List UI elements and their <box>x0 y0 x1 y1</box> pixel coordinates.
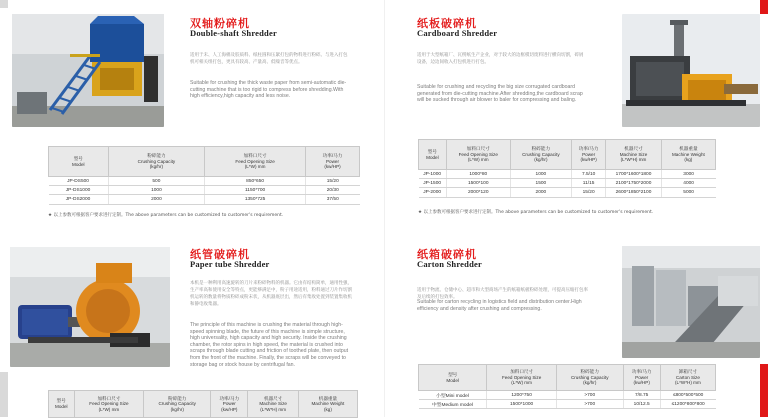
table-cell: JP-1500 <box>419 179 447 188</box>
table-cell: 7.5/10 <box>572 170 606 179</box>
cardboard-note: ★ 以上参数可根据客户要求进行定制。The above parameters can be customized to customer's requirement. <box>418 210 654 215</box>
column-header-unit: (kw/HP) <box>221 406 238 412</box>
column-header-en: Model <box>55 404 68 409</box>
table-cell: ≤800*500*500 <box>660 391 715 400</box>
column-header-cn: 加料口尺寸 <box>243 153 267 159</box>
column-header <box>298 391 357 418</box>
carton-spec-table <box>418 364 716 409</box>
table-cell: 37/50 <box>306 195 360 204</box>
column-header-cn: 机器尺寸 <box>263 395 283 401</box>
table-cell: JP-1000 <box>419 170 447 179</box>
table-row <box>419 170 716 179</box>
table-cell: 5000 <box>661 188 715 197</box>
paper-tube-title-en: Paper tube Shredder <box>190 259 270 269</box>
table-cell: 3000 <box>661 170 715 179</box>
cardboard-spec-table <box>418 139 716 198</box>
table-row <box>49 186 360 195</box>
column-header-cn: 型号 <box>56 398 66 404</box>
table-cell: 1000 <box>108 186 205 195</box>
column-header-cn: 功率/马力 <box>322 153 343 159</box>
carton-desc-cn: 适用于物流、仓储中心、超市和大型商场产生的纸箱纸板粉碎处理，可提高压缩打包率及后续的打包效率。 <box>417 288 588 300</box>
column-header-unit: (kw/HP) <box>580 157 597 163</box>
double-shaft-title-en: Double-shaft Shredder <box>190 28 277 38</box>
column-header-cn: 加料口尺寸 <box>97 395 121 401</box>
table-cell: 10/12.5 <box>623 400 660 409</box>
column-header-en: Feed Opening Size <box>501 374 542 380</box>
table-cell: 小型Mini model <box>419 391 487 400</box>
table-header-row <box>419 140 716 170</box>
table-cell: 2000*120 <box>446 188 510 197</box>
column-header-en: Machine Size <box>259 401 287 407</box>
column-header <box>446 140 510 170</box>
cardboard-title-en: Cardboard Shredder <box>417 28 498 38</box>
table-cell: >700 <box>556 400 623 409</box>
table-cell: 7/8.75 <box>623 391 660 400</box>
table-header-row <box>49 147 360 177</box>
table-row <box>419 188 716 197</box>
column-header-en: Feed Opening Size <box>89 401 129 407</box>
column-header-unit: (kg) <box>684 157 693 163</box>
table-cell: 15/20 <box>572 188 606 197</box>
cardboard-title-cn: 纸板破碎机 <box>417 17 477 30</box>
column-header <box>211 391 248 418</box>
column-header-unit: (L*W*H) mm <box>260 406 287 412</box>
column-header-cn: 功率/马力 <box>631 369 652 375</box>
double-shaft-desc-en: Suitable for crushing the thick waste paper from semi-automatic die-cutting machine that is too rigid to compress before shredding.With high efficiency,high capacity and less noise. <box>190 80 347 100</box>
double-shaft-note: ★ 以上参数可根据客户要求进行定制。The above parameters can be customized to customer's requirement. <box>48 213 284 218</box>
column-header <box>660 365 715 391</box>
table-cell: 中型Medium model <box>419 400 487 409</box>
table-cell: 2000 <box>108 195 205 204</box>
carton-desc-en: Suitable for carton recycling in logistics field and distribution center.High efficiency and density after crushing and compressing. <box>417 299 582 312</box>
column-header-en: Power <box>325 158 340 164</box>
carton-title-en: Carton Shredder <box>417 259 482 269</box>
column-header-unit: (kg/hr) <box>149 164 164 170</box>
column-header <box>108 147 205 177</box>
column-header-en: Machine Size <box>619 151 648 157</box>
column-header-en: Crushing Capacity <box>137 158 176 164</box>
column-header-unit: (L*W) mm <box>244 164 266 170</box>
column-header-cn: 加料口尺寸 <box>510 369 534 375</box>
table-cell: JP-DS1000 <box>49 186 109 195</box>
column-header-en: Power <box>635 374 649 380</box>
table-cell: 1150*700 <box>205 186 306 195</box>
column-header-unit: (kw/HP) <box>324 164 341 170</box>
column-header <box>49 147 109 177</box>
paper-tube-shredder-photo <box>10 247 170 367</box>
grey-corner-tab <box>0 0 8 8</box>
table-cell: 2100*1750*2000 <box>606 179 662 188</box>
column-header-en: Power <box>222 401 236 407</box>
column-header-cn: 功率/马力 <box>578 146 599 152</box>
double-shaft-desc-cn: 适用于未、人工海棉及胶质料、纸柱圆和压紧打包的物料进行粉碎。与进入打包机可相关组打包，更具有较高、产量高、低噪音等优点。 <box>190 53 348 65</box>
column-header <box>661 140 715 170</box>
column-header-cn: 粉碎能力 <box>168 395 187 401</box>
column-header <box>74 391 144 418</box>
column-header-cn: 型号 <box>73 155 83 161</box>
column-header-unit: (L*W*H) mm <box>620 157 647 163</box>
grey-side-tab <box>0 372 8 417</box>
table-cell: JP-DS500 <box>49 177 109 186</box>
column-header-unit: (kg) <box>323 406 332 412</box>
table-header-row <box>49 391 358 418</box>
column-header <box>306 147 360 177</box>
table-cell: 1350*725 <box>205 195 306 204</box>
table-cell: 15/20 <box>306 177 360 186</box>
column-header-en: Crushing Capacity <box>158 401 196 407</box>
column-header-cn: 粉碎能力 <box>531 146 551 152</box>
column-header-cn: 粉碎能力 <box>580 369 599 375</box>
table-cell: 4000 <box>661 179 715 188</box>
column-header-unit: (L*W) mm <box>467 157 489 163</box>
table-cell: JP-DS2000 <box>49 195 109 204</box>
column-header <box>510 140 571 170</box>
column-header-en: Crushing Capacity <box>522 151 560 157</box>
table-cell: 20/30 <box>306 186 360 195</box>
table-cell: 1000*80 <box>446 170 510 179</box>
table-cell: 1500*1000 <box>487 400 557 409</box>
column-header <box>248 391 298 418</box>
column-header-cn: 型号 <box>448 371 458 377</box>
column-header-cn: 粉碎能力 <box>147 153 166 159</box>
table-cell: 1500*100 <box>446 179 510 188</box>
column-header <box>487 365 557 391</box>
column-header-en: Machine Weight <box>311 401 345 407</box>
cardboard-desc-en: Suitable for crushing and recycling the big size corrugated cardboard generated from die-cutting machine.After shredding,the cardboard scrap will be sucked through air blower to baler for compressing and baling. <box>417 84 583 104</box>
column-header-unit: (kw/HP) <box>633 380 650 386</box>
double-shaft-title-cn: 双轴粉碎机 <box>190 17 250 30</box>
table-cell: 1500 <box>510 179 571 188</box>
column-header-unit: (L*W) mm <box>511 380 532 386</box>
column-header-cn: 加料口尺寸 <box>466 146 490 152</box>
column-header <box>623 365 660 391</box>
column-header <box>606 140 662 170</box>
cardboard-shredder-photo <box>622 14 760 127</box>
column-header-unit: (L*W*H) mm <box>675 380 701 386</box>
column-header-en: Crushing Capacity <box>570 374 609 380</box>
column-header <box>144 391 211 418</box>
table-header-row <box>419 365 716 391</box>
column-header <box>419 365 487 391</box>
carton-shredder-photo <box>622 246 760 358</box>
column-header <box>572 140 606 170</box>
column-header-en: Model <box>446 377 459 383</box>
table-cell: 11/15 <box>572 179 606 188</box>
table-row <box>419 391 716 400</box>
red-corner-tab <box>760 0 768 14</box>
column-header-unit: (kg/hr) <box>583 380 597 386</box>
table-cell: 1700*1600*1800 <box>606 170 662 179</box>
table-cell: JP-2000 <box>419 188 447 197</box>
column-header-unit: (kg/hr) <box>534 157 548 163</box>
table-cell: 500 <box>108 177 205 186</box>
column-header-unit: (kg/hr) <box>170 406 184 412</box>
column-header-en: Feed Opening Size <box>458 151 498 157</box>
table-row <box>419 400 716 409</box>
cardboard-desc-cn: 适用于大型纸箱厂、瓦楞纸生产企业，对于较大的边框模切废料进行横向切割，碎屑设备，边边间收入打包机进行打包。 <box>417 53 584 65</box>
carton-title-cn: 纸箱破碎机 <box>417 248 477 261</box>
table-cell: 850*650 <box>205 177 306 186</box>
column-header-en: Machine Weight <box>671 151 705 157</box>
column-header-en: Model <box>72 161 85 167</box>
double-shaft-spec-table <box>48 146 360 205</box>
column-header-en: Carton Size <box>675 374 700 380</box>
column-header-cn: 机器尺寸 <box>624 146 643 152</box>
column-header-cn: 功率/马力 <box>219 395 240 401</box>
table-cell: 1000 <box>510 170 571 179</box>
paper-tube-title-cn: 纸管破碎机 <box>190 248 250 261</box>
table-cell: 1200*750 <box>487 391 557 400</box>
column-header-cn: 卸箱尺寸 <box>678 369 698 375</box>
table-row <box>49 195 360 204</box>
column-header-cn: 机器重量 <box>679 146 698 152</box>
paper-tube-desc-en: The principle of this machine is crushing the material through high-speed spinning blade, the future of this machine is simple structure, high universality, high capacity and high security. Inside the crushing chamber, the rotor spins in high speed, the material is crushed into scraps through blade cutting and friction of toothed plate, then output from the front of the machine. Finally, the scraps will be conveyed to storage bag or stock house by centrifugal fan. <box>190 322 349 368</box>
table-row <box>49 177 360 186</box>
table-cell: >700 <box>556 391 623 400</box>
paper-tube-spec-table <box>48 390 358 418</box>
column-header-cn: 型号 <box>427 148 437 154</box>
double-shaft-shredder-photo <box>12 14 164 127</box>
column-header-en: Power <box>582 151 596 157</box>
column-header-cn: 机器重量 <box>318 395 338 401</box>
page-fold <box>384 0 385 417</box>
column-header-en: Model <box>426 154 439 160</box>
column-header <box>419 140 447 170</box>
table-cell: 2600*1850*2100 <box>606 188 662 197</box>
column-header-unit: (L*W) mm <box>98 406 120 412</box>
column-header <box>49 391 75 418</box>
table-row <box>419 179 716 188</box>
table-cell: 2000 <box>510 188 571 197</box>
red-side-tab <box>760 364 768 417</box>
paper-tube-desc-cn: 本机是一种利用高速旋转的刀片来粉碎物料的机器。它由有结构简单，通用性强，生产率高和使用安全等特点，更能够满足中，粉子用途适用，粉料通过刀片作切割机运转的数量将物质粉碎成粉末状，从机器底层出，然后有集收处置到装置集收机和静电收集器。 <box>190 281 352 307</box>
column-header-en: Feed Opening Size <box>235 158 275 164</box>
column-header <box>556 365 623 391</box>
table-cell: ≤1200*800*800 <box>660 400 715 409</box>
column-header <box>205 147 306 177</box>
